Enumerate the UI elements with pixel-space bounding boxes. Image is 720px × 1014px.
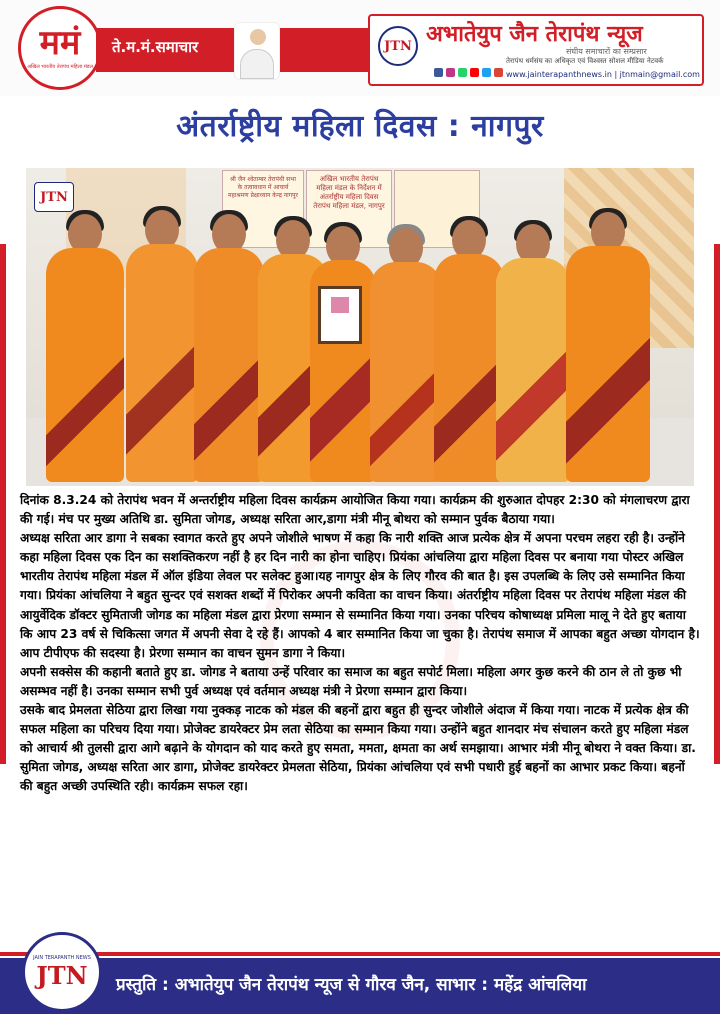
facebook-icon bbox=[434, 68, 443, 77]
news-brand-name: अभातेयुप जैन तेरापंथ न्यूज bbox=[426, 22, 643, 47]
news-url: www.jainterapanthnews.in | jtnmain@gmail.com bbox=[506, 70, 700, 79]
footer-jtn-logo-icon: JAIN TERAPANTH NEWS JTN bbox=[22, 932, 102, 1012]
section-label: ते.म.मं.समाचार bbox=[112, 38, 199, 56]
article-paragraph: दिनांक 8.3.24 को तेरापंथ भवन में अन्तर्राष्ट्रीय महिला दिवस कार्यक्रम आयोजित किया गया। कार्यक्रम की शुरुआत दोपहर 2:30 को मंगलाचरण द्वारा की गई। मंच पर मुख्य अतिथि डा. सुमिता जोगड, अध्यक्ष सरिता आर,डागा मंत्री मीनू बोथरा को सम्मान पुर्वक बैठाया गया। bbox=[20, 493, 690, 527]
photo-watermark-logo: JTN bbox=[34, 182, 74, 212]
person bbox=[434, 220, 504, 482]
footer-credit: प्रस्तुति : अभातेयुप जैन तेरापंथ न्यूज से गौरव जैन, साभार : महेंद्र आंचलिया bbox=[116, 975, 587, 995]
banner-middle: अखिल भारतीय तेरापंथ महिला मंडल के निर्देशन में अंतर्राष्ट्रीय महिला दिवस तेरापंथ महिला मंडल, नागपुर bbox=[306, 170, 392, 248]
twitter-icon bbox=[482, 68, 491, 77]
article-paragraph: उसके बाद प्रेमलता सेठिया द्वारा लिखा गया नुक्कड़ नाटक को मंडल की बहनों द्वारा बहुत ही सुन्दर जोशीले अंदाज में किया गया। नाटक में प्रत्येक क्षेत्र की सफल महिला का परिचय दिया गया। प्रोजेक्ट डायरेक्टर प्रेम लता सेठिया का सम्मान किया गया। उन्होंने बहुत शानदार मंच संचालन करते हुए महिला मंडल को आचार्य श्री तुलसी द्वारा आगे बढ़ाने के योगदान को याद करते हुए समता, ममता, क्षमता का अर्थ समझाया। आभार मंत्री मीनू बोथरा ने वक्त किया। डा. सुमिता जोगड, अध्यक्ष सरिता आर डागा, प्रोजेक्ट डायरेक्टर प्रेमलता सेठिया, प्रियंका आंचलिया एवं सभी पधारी हुई बहनों का आभार प्रकट किया। बहनों की बहुत अच्छी उपस्थिति रही। कार्यक्रम सफल रहा। bbox=[20, 703, 696, 794]
event-photo bbox=[26, 168, 694, 486]
certificate-frame bbox=[318, 286, 362, 344]
person bbox=[370, 228, 442, 482]
person bbox=[566, 212, 650, 482]
tmm-logo-subtext: अखिल भारतीय तेरापंथ महिला मंडल bbox=[27, 64, 93, 70]
whatsapp-icon bbox=[458, 68, 467, 77]
footer-divider bbox=[0, 952, 720, 956]
tmm-logo bbox=[18, 6, 102, 90]
article-body bbox=[20, 491, 700, 797]
person bbox=[46, 214, 124, 482]
news-description: तेरापंथ धर्मसंघ का अधिकृत एवं विश्वस्त सोशल मीडिया नेटवर्क bbox=[506, 57, 664, 65]
acharya-portrait-icon bbox=[234, 22, 280, 80]
article-paragraph: अध्यक्ष सरिता आर डागा ने सबका स्वागत करते हुए अपने जोशीले भाषण में कहा कि नारी शक्ति आज प्रत्येक क्षेत्र में अपना परचम लहरा रही है। उन्होंने कहा महिला दिवस एक दिन का सशक्तिकरण नहीं है हर दिन नारी का होना चाहिए। प्रियंका आंचलिया द्वारा महिला दिवस पर बनाया गया पोस्टर अखिल भारतीय तेरापंथ महिला मंडल में ऑल इंडिया लेवल पर सलेक्ट हुआ।यह नागपुर क्षेत्र के लिए गौरव की बात है। इस उपलब्धि के लिए उसे सम्मानित किया गया। प्रियंका आंचलिया ने बहुत सुन्दर एवं सशक्त शब्दों में पिरोकर अपनी कविता का वाचन किया। अंतर्राष्ट्रीय महिला दिवस पर तेरापंथ महिला मंडल की आयुर्वेदिक डॉक्टर सुमिताजी जोगड का महिला मंडल द्वारा प्रेरणा सम्मान से सम्मानित किया गया। उनका परिचय कोषाध्यक्ष प्रमिला मालू ने देते हुए बताया कि आप 23 वर्ष से चिकित्सा जगत में अपनी सेवा दे रहे हैं। आपको 4 बार सम्मानित किया जा चुका है। तेरापंथ समाज में आपका बहुत अच्छा योगदान है। आप टीपीएफ की सदस्या है। प्रेरणा सम्मान का वाचन सुमन डागा ने किया। bbox=[20, 531, 700, 660]
social-icons bbox=[434, 68, 503, 77]
article-paragraph: अपनी सक्सेस की कहानी बताते हुए डा. जोगड ने बताया उन्हें परिवार का समाज का बहुत सपोर्ट मिला। महिला अगर कुछ करने की ठान ले तो कुछ भी असम्भव नहीं है। उनका सम्मान सभी पुर्व अध्यक्ष एवं वर्तमान अध्यक्ष मंत्री ने प्रेरणा सम्मान द्वारा किया। bbox=[20, 664, 682, 698]
person bbox=[194, 214, 264, 482]
person bbox=[310, 226, 376, 482]
news-tagline: संघीय समाचारों का सम्प्रसार bbox=[566, 47, 647, 56]
header bbox=[0, 0, 720, 96]
jtn-news-box bbox=[368, 14, 704, 86]
person bbox=[496, 224, 570, 482]
tmm-logo-glyph: ममं bbox=[39, 23, 81, 63]
right-accent-bar bbox=[714, 244, 720, 764]
youtube-icon bbox=[470, 68, 479, 77]
instagram-icon bbox=[446, 68, 455, 77]
jtn-logo-icon: JTN bbox=[378, 26, 418, 66]
google-icon bbox=[494, 68, 503, 77]
banner-left: श्री जैन श्वेताम्बर तेरापंथी सभा के तत्वावधान में आचार्य महाश्रमण प्रेक्षाध्यान केन्द्र नागपुर bbox=[222, 170, 304, 248]
page-title: अंतर्राष्ट्रीय महिला दिवस : नागपुर bbox=[176, 109, 544, 144]
person bbox=[126, 210, 198, 482]
left-accent-bar bbox=[0, 244, 6, 764]
